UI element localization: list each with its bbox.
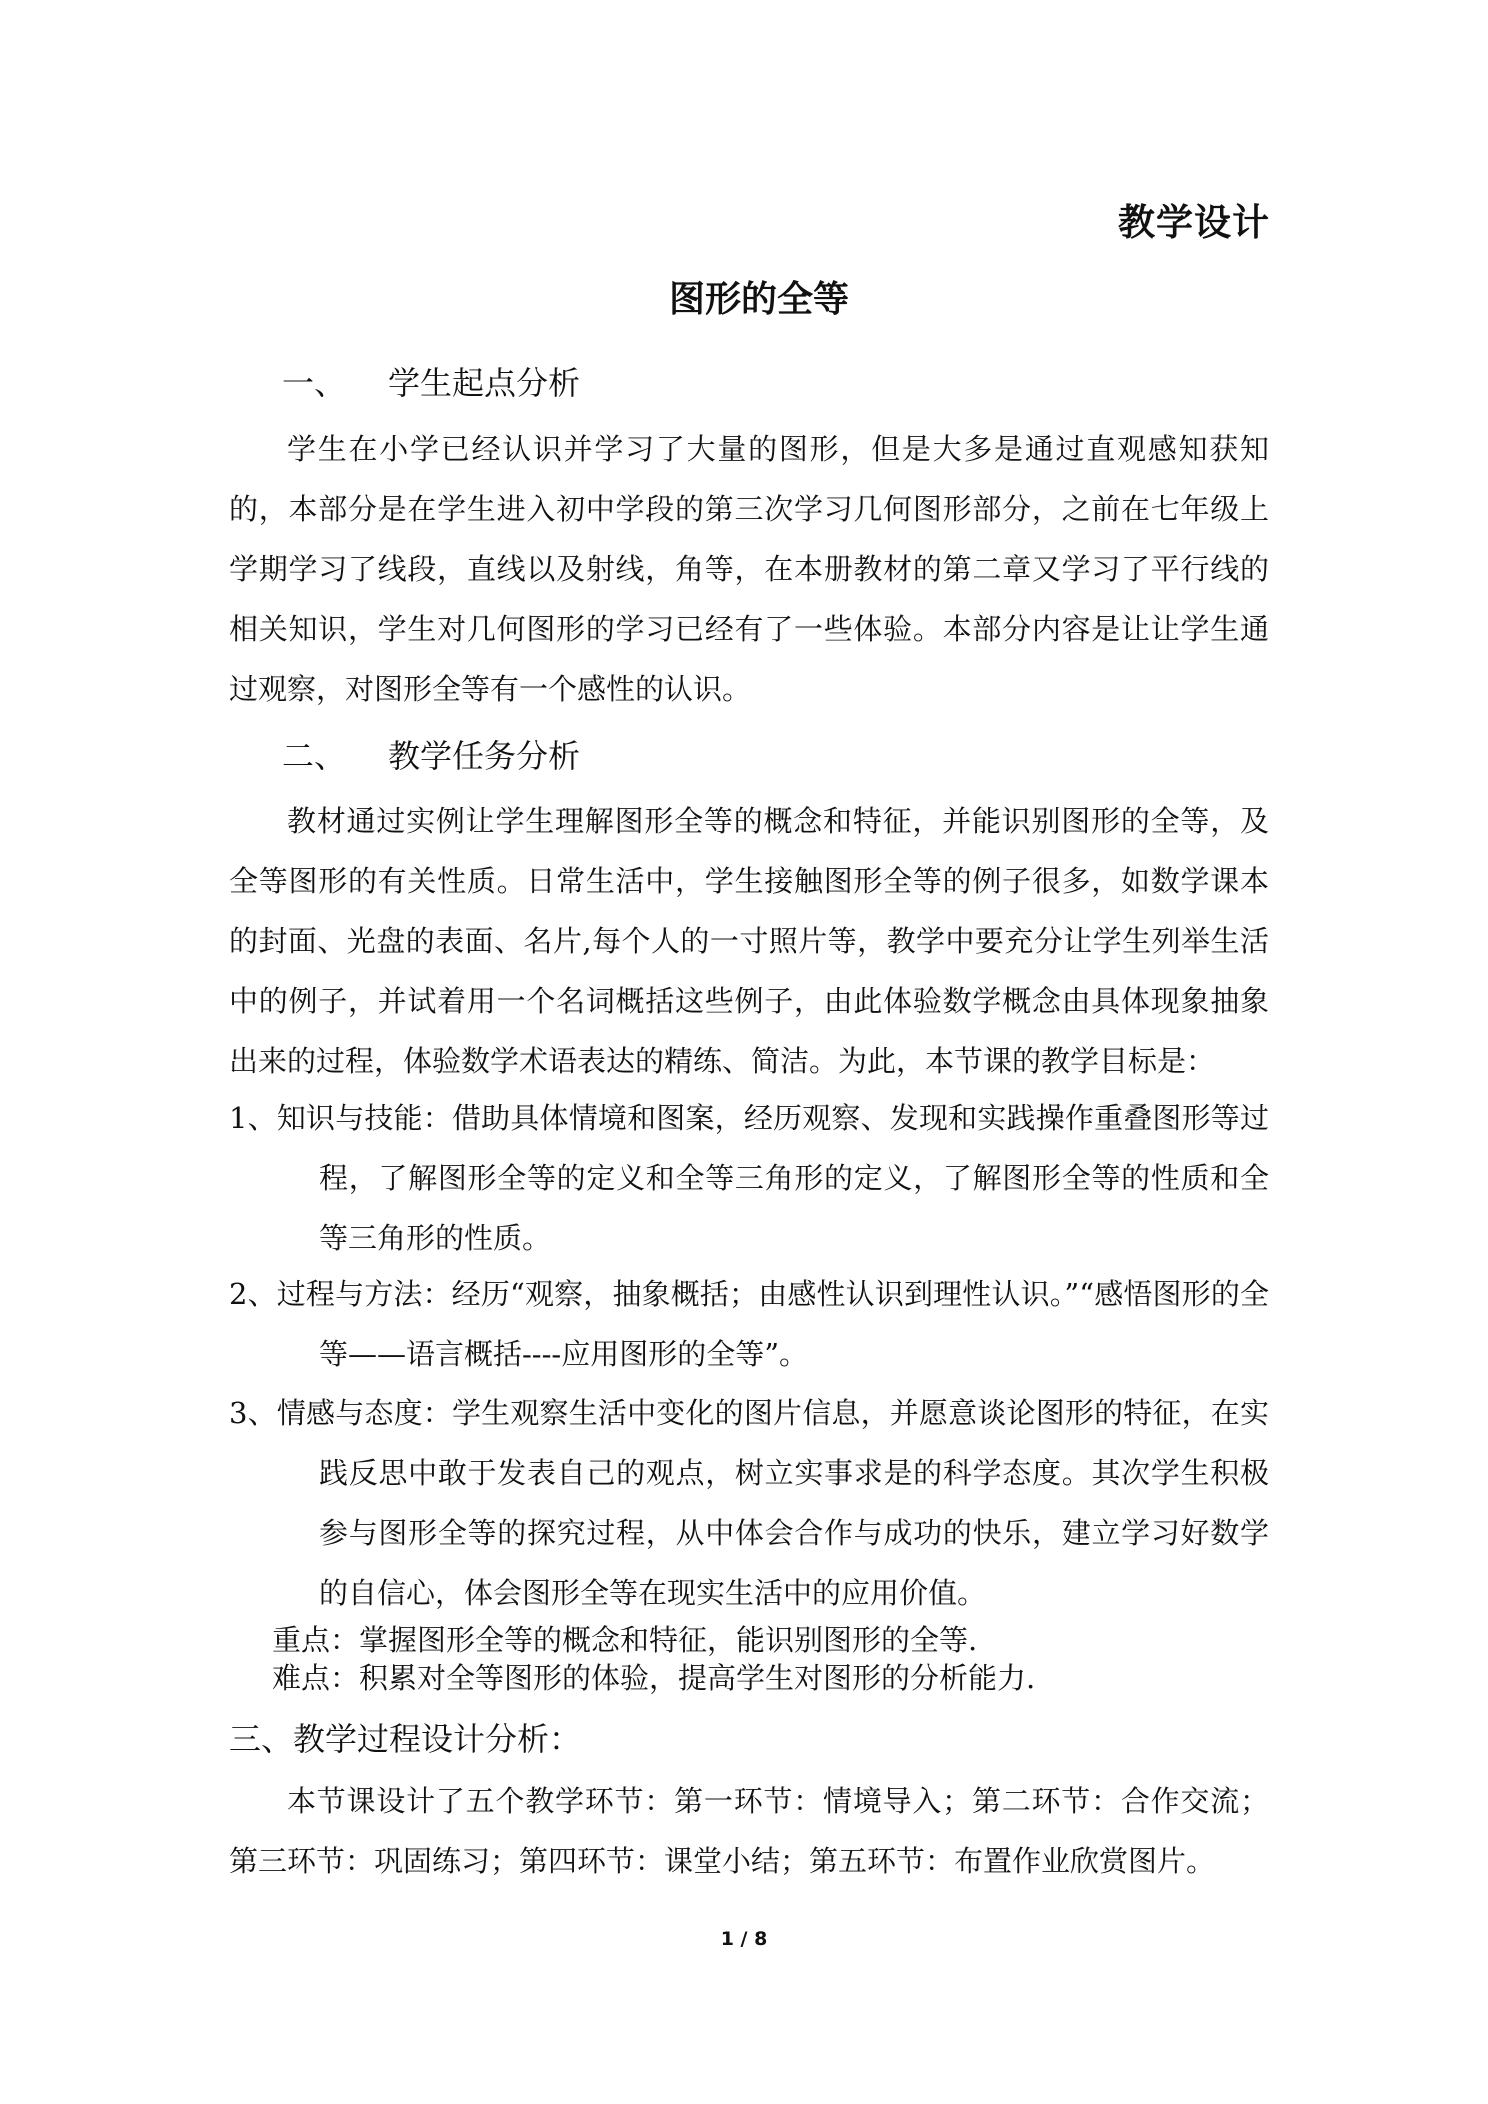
section-2-number: 二、 (282, 737, 347, 775)
document-title: 图形的全等 (668, 279, 849, 320)
goal-item: 3、情感与态度：学生观察生活中变化的图片信息，并愿意谈论图形的特征，在实践反思中敢于发表自己的观点，树立实事求是的科学态度。其次学生积极参与图形全等的探究过程，从中体会合作与成功的快乐，建立学习好数学的自信心，体会图形全等在现实生活中的应用价值。 (229, 1396, 1269, 1610)
section-2-paragraph: 教材通过实例让学生理解图形全等的概念和特征，并能识别图形的全等，及全等图形的有关性质。日常生活中，学生接触图形全等的例子很多，如数学课本的封面、光盘的表面、名片,每个人的一寸照片等，教学中要充分让学生列举生活中的例子，并试着用一个名词概括这些例子，由此体验数学概念由具体现象抽象出来的过程，体验数学术语表达的精练、简洁。为此，本节课的教学目标是： (229, 804, 1269, 1078)
section-1-paragraph: 学生在小学已经认识并学习了大量的图形，但是大多是通过直观感知获知的，本部分是在学生进入初中学段的第三次学习几何图形部分，之前在七年级上学期学习了线段，直线以及射线，角等，在本册教材的第二章又学习了平行线的相关知识，学生对几何图形的学习已经有了一些体验。本部分内容是让让学生通过观察，对图形全等有一个感性的认识。 (229, 432, 1269, 706)
difficult-point: 难点：积累对全等图形的体验，提高学生对图形的分析能力. (272, 1661, 1036, 1695)
key-point: 重点：掌握图形全等的概念和特征，能识别图形的全等. (272, 1623, 978, 1657)
goal-item: 2、过程与方法：经历“观察，抽象概括；由感性认识到理性认识。”“感悟图形的全等——语言概括----应用图形的全等”。 (229, 1277, 1269, 1371)
page-number: 1 / 8 (720, 1928, 768, 1950)
section-1-heading (282, 358, 580, 404)
section-1-title: 学生起点分析 (388, 364, 581, 402)
section-2-heading (282, 731, 580, 777)
section-3-heading: 三、教学过程设计分析： (229, 1720, 582, 1758)
goal-item: 1、知识与技能：借助具体情境和图案，经历观察、发现和实践操作重叠图形等过程，了解图形全等的定义和全等三角形的定义，了解图形全等的性质和全等三角形的性质。 (229, 1101, 1269, 1255)
section-2-title: 教学任务分析 (388, 737, 581, 775)
section-1-number: 一、 (282, 364, 347, 402)
section-3-paragraph: 本节课设计了五个教学环节：第一环节：情境导入；第二环节：合作交流；第三环节：巩固练习；第四环节：课堂小结；第五环节：布置作业欣赏图片。 (229, 1784, 1269, 1878)
document-type-heading: 教学设计 (1118, 201, 1270, 244)
